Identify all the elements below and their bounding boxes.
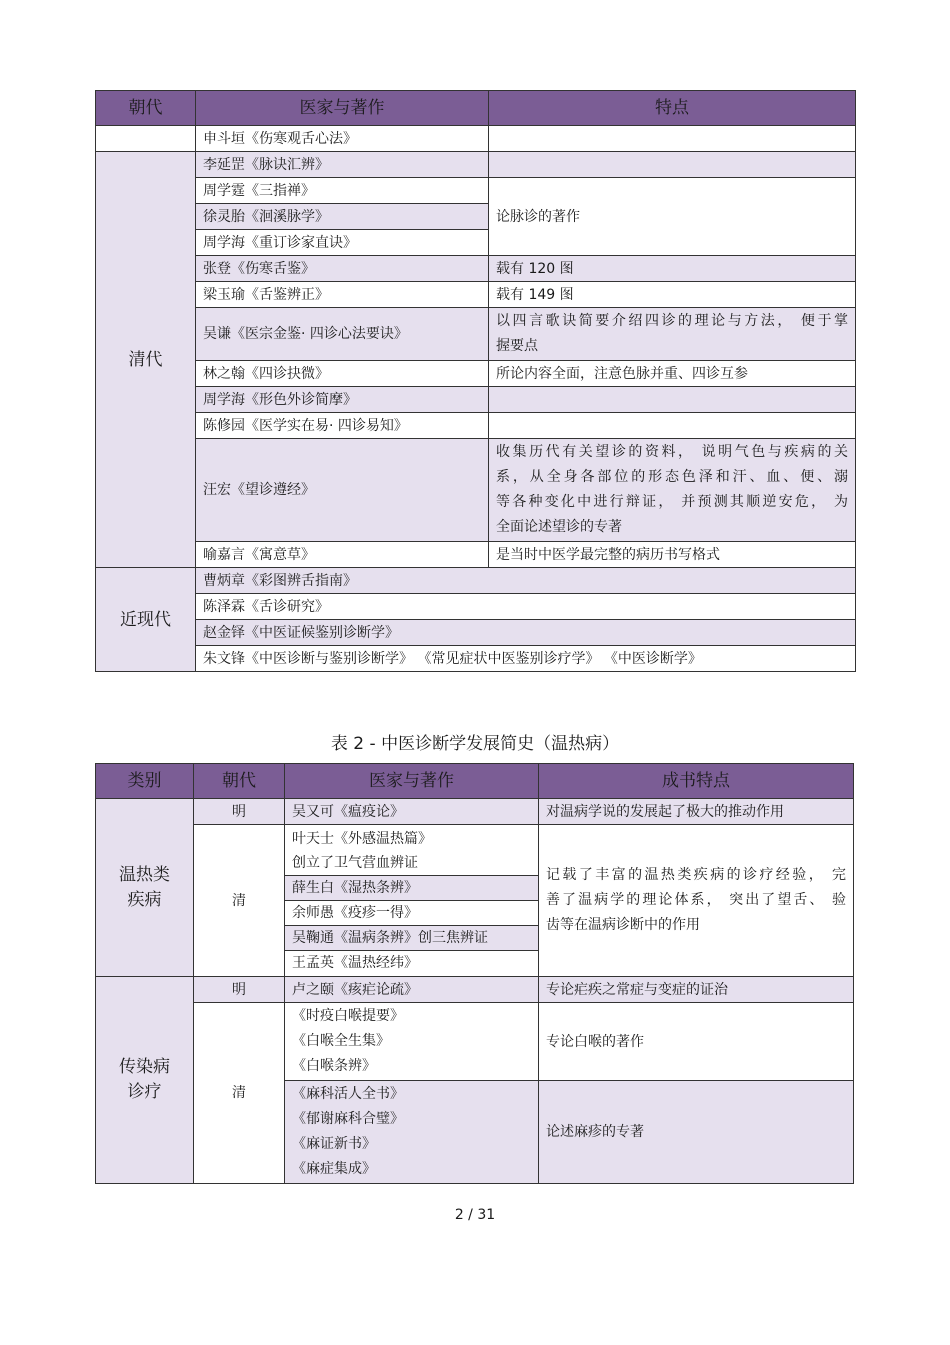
table-row (96, 977, 854, 1003)
work-cell: 赵金铎《中医证候鉴别诊断学》 (196, 620, 856, 646)
col-header-works: 医家与著作 (196, 91, 489, 126)
feature-cell: 论述麻疹的专著 (539, 1081, 854, 1184)
table-diagnosis-history (95, 90, 856, 672)
table-header-row (96, 91, 856, 126)
list-item: 《麻证新书》 (292, 1136, 376, 1152)
dynasty-cell: 清 (194, 825, 285, 977)
page-number: 2 / 31 (454, 1207, 496, 1223)
feature-line: 全面论述望诊的专著 (496, 519, 622, 535)
work-cell: 申斗垣《伤寒观舌心法》 (196, 126, 489, 152)
list-item: 创立了卫气营血辨证 (285, 851, 538, 876)
col-header-dynasty: 朝代 (194, 764, 285, 799)
work-cell: 周学海《形色外诊简摩》 (196, 387, 489, 413)
list-item: 《麻科活人全书》 (292, 1086, 404, 1102)
table-row (96, 568, 856, 594)
list-item: 《白喉全生集》 (292, 1033, 390, 1049)
table-febrile-diseases (95, 763, 854, 1184)
feature-cell (489, 413, 856, 439)
table-row (96, 178, 856, 204)
feature-cell (489, 126, 856, 152)
table-row (96, 126, 856, 152)
work-cell: 张登《伤寒舌鉴》 (196, 256, 489, 282)
dynasty-qing: 清代 (96, 152, 196, 568)
table-row (96, 256, 856, 282)
dynasty-cell: 清 (194, 1003, 285, 1184)
work-cell: 汪宏《望诊遵经》 (196, 439, 489, 542)
feature-cell: 载有 120 图 (489, 256, 856, 282)
col-header-works: 医家与著作 (285, 764, 539, 799)
work-cell: 陈泽霖《舌诊研究》 (196, 594, 856, 620)
works-list (285, 1081, 539, 1184)
table-row (96, 152, 856, 178)
feature-line: 善了温病学的理论体系， 突出了望舌、 验 (546, 892, 846, 908)
feature-line: 记载了丰富的温热类疾病的诊疗经验， 完 (546, 867, 846, 883)
feature-cell: 载有 149 图 (489, 282, 856, 308)
works-list (285, 1003, 539, 1081)
feature-line: 收集历代有关望诊的资料， 说明气色与疾病的关 (496, 444, 848, 460)
feature-cell (539, 825, 854, 977)
table-row (96, 361, 856, 387)
table-caption: 表 2 - 中医诊断学发展简史（温热病） (330, 734, 620, 754)
list-item: 薛生白《湿热条辨》 (285, 875, 538, 900)
feature-cell (489, 308, 856, 361)
list-item: 《麻症集成》 (292, 1161, 376, 1177)
feature-cell (489, 439, 856, 542)
table-row (96, 1003, 854, 1081)
table-row (96, 282, 856, 308)
feature-cell: 专论疟疾之常症与变症的证治 (539, 977, 854, 1003)
list-item: 《白喉条辨》 (292, 1058, 376, 1074)
feature-cell: 是当时中医学最完整的病历书写格式 (489, 542, 856, 568)
work-cell: 喻嘉言《寓意草》 (196, 542, 489, 568)
work-cell: 李延罡《脉诀汇辨》 (196, 152, 489, 178)
category-febrile: 温热类 疾病 (96, 799, 194, 977)
table-row (96, 387, 856, 413)
dynasty-cell-empty (96, 126, 196, 152)
feature-cell (489, 387, 856, 413)
list-item: 《郁谢麻科合璧》 (292, 1111, 404, 1127)
works-list (285, 825, 539, 977)
list-item: 吴鞠通《温病条辨》创三焦辨证 (285, 925, 538, 950)
table-row (96, 620, 856, 646)
work-cell: 曹炳章《彩图辨舌指南》 (196, 568, 856, 594)
table-row (96, 646, 856, 672)
table-row (96, 542, 856, 568)
work-cell: 朱文锋《中医诊断与鉴别诊断学》 《常见症状中医鉴别诊疗学》 《中医诊断学》 (196, 646, 856, 672)
feature-cell: 论脉诊的著作 (489, 178, 856, 256)
col-header-features: 成书特点 (539, 764, 854, 799)
work-cell: 徐灵胎《洄溪脉学》 (196, 204, 489, 230)
col-header-features: 特点 (489, 91, 856, 126)
work-cell: 周学霆《三指禅》 (196, 178, 489, 204)
dynasty-cell: 明 (194, 977, 285, 1003)
work-cell: 梁玉瑜《舌鉴辨正》 (196, 282, 489, 308)
work-cell: 陈修园《医学实在易· 四诊易知》 (196, 413, 489, 439)
feature-line: 等各种变化中进行辩证， 并预测其顺逆安危， 为 (496, 494, 848, 510)
table-row (96, 439, 856, 542)
work-cell: 卢之颐《痎疟论疏》 (285, 977, 539, 1003)
col-header-category: 类别 (96, 764, 194, 799)
col-header-dynasty: 朝代 (96, 91, 196, 126)
feature-line: 系，从全身各部位的形态色泽和汗、血、便、溺 (496, 469, 848, 485)
dynasty-cell: 明 (194, 799, 285, 825)
list-item: 王孟英《温热经纬》 (292, 954, 418, 971)
list-item: 叶天士《外感温热篇》 (292, 830, 432, 847)
table-row (96, 308, 856, 361)
feature-line: 握要点 (496, 338, 538, 354)
work-cell: 吴又可《瘟疫论》 (285, 799, 539, 825)
dynasty-modern: 近现代 (96, 568, 196, 672)
feature-cell: 所论内容全面，注意色脉并重、四诊互参 (489, 361, 856, 387)
feature-line: 以四言歌诀简要介绍四诊的理论与方法， 便于掌 (496, 313, 848, 329)
table-row (96, 594, 856, 620)
table-header-row (96, 764, 854, 799)
table-row (96, 413, 856, 439)
feature-cell (489, 152, 856, 178)
table-row (96, 825, 854, 977)
work-cell: 林之翰《四诊抉微》 (196, 361, 489, 387)
table-row (96, 799, 854, 825)
list-item: 余师愚《疫疹一得》 (285, 900, 538, 925)
feature-cell: 专论白喉的著作 (539, 1003, 854, 1081)
feature-line: 齿等在温病诊断中的作用 (546, 917, 700, 933)
feature-cell: 对温病学说的发展起了极大的推动作用 (539, 799, 854, 825)
list-item: 《时疫白喉提要》 (292, 1008, 404, 1024)
work-cell: 周学海《重订诊家直诀》 (196, 230, 489, 256)
category-infectious: 传染病 诊疗 (96, 977, 194, 1184)
work-cell: 吴谦《医宗金鉴· 四诊心法要诀》 (196, 308, 489, 361)
